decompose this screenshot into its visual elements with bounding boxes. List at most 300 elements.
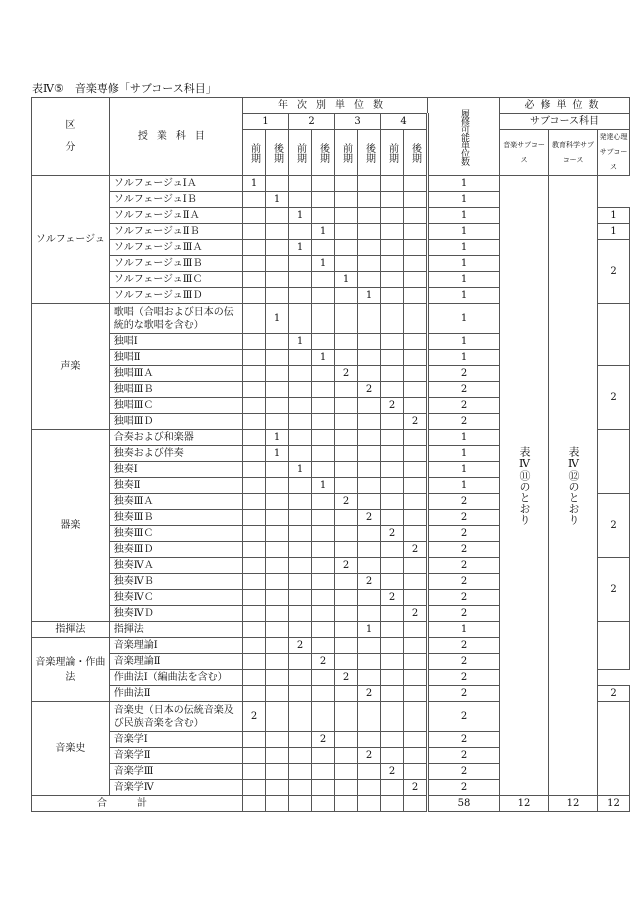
credit-cell [381, 288, 404, 304]
subject-name: 指揮法 [109, 622, 242, 638]
credit-cell [289, 590, 312, 606]
credit-cell [266, 208, 289, 224]
credit-cell [381, 176, 404, 192]
riron-category: 音楽理論・作曲法 [32, 638, 110, 702]
subject-name: 独奏ⅢＤ [109, 542, 242, 558]
credit-cell [381, 240, 404, 256]
credit-cell [289, 350, 312, 366]
rishu-cell: 2 [428, 686, 500, 702]
subject-name: 独奏ⅢＡ [109, 494, 242, 510]
hattatsu-subcourse-header: 発達心理サブコース [598, 130, 630, 176]
credit-cell: 2 [358, 748, 381, 764]
credit-cell [243, 590, 266, 606]
credit-cell: 2 [335, 366, 358, 382]
year-2-header: 2 [289, 114, 335, 130]
credit-cell [312, 366, 335, 382]
table-row [32, 176, 630, 192]
credit-cell [312, 414, 335, 430]
credit-cell [243, 494, 266, 510]
credit-cell: 2 [404, 780, 428, 796]
subject-name: 独奏ⅣＤ [109, 606, 242, 622]
credit-cell [289, 780, 312, 796]
credit-cell: 2 [381, 526, 404, 542]
credit-cell [335, 224, 358, 240]
credit-cell [243, 686, 266, 702]
year-1-header: 1 [243, 114, 289, 130]
credit-cell [243, 288, 266, 304]
credit-cell [335, 574, 358, 590]
credit-cell [312, 430, 335, 446]
rishu-cell: 2 [428, 398, 500, 414]
rishu-cell: 2 [428, 542, 500, 558]
credit-cell [404, 350, 428, 366]
rishu-cell: 2 [428, 764, 500, 780]
credit-cell [404, 732, 428, 748]
music-required-cell: 1 [598, 224, 630, 240]
year-credits-header: 年次別単位数 [243, 98, 428, 114]
credit-cell [243, 574, 266, 590]
credit-cell [335, 526, 358, 542]
credit-cell [335, 334, 358, 350]
credit-cell [381, 638, 404, 654]
credit-cell [358, 414, 381, 430]
subcourse-table [31, 97, 630, 812]
credit-cell [358, 430, 381, 446]
credit-cell: 2 [335, 670, 358, 686]
credit-cell [266, 654, 289, 670]
credit-cell: 2 [381, 590, 404, 606]
credit-cell [335, 796, 358, 812]
subject-name: 独唱ⅢＡ [109, 366, 242, 382]
credit-cell [243, 398, 266, 414]
credit-cell [335, 304, 358, 334]
solfege-category: ソルフェージュ [32, 176, 110, 304]
music-required-cell: 2 [598, 494, 630, 558]
credit-cell [289, 764, 312, 780]
hisshu-header: 必修単位数 [500, 98, 630, 114]
ongakushi-category: 音楽史 [32, 702, 110, 796]
credit-cell [381, 334, 404, 350]
rishu-cell: 2 [428, 780, 500, 796]
credit-cell [404, 176, 428, 192]
credit-cell [312, 748, 335, 764]
credit-cell [335, 256, 358, 272]
credit-cell [335, 732, 358, 748]
credit-cell: 1 [312, 224, 335, 240]
credit-cell [381, 430, 404, 446]
credit-cell [289, 558, 312, 574]
credit-cell [404, 590, 428, 606]
credit-cell: 2 [404, 542, 428, 558]
credit-cell [312, 398, 335, 414]
credit-cell [243, 510, 266, 526]
term-header: 後期 [266, 130, 289, 176]
credit-cell [335, 654, 358, 670]
credit-cell [381, 382, 404, 398]
credit-cell [312, 494, 335, 510]
credit-cell [243, 670, 266, 686]
credit-cell [266, 382, 289, 398]
credit-cell [243, 272, 266, 288]
credit-cell [289, 526, 312, 542]
rishu-cell: 1 [428, 256, 500, 272]
credit-cell [358, 494, 381, 510]
credit-cell [266, 272, 289, 288]
credit-cell [289, 622, 312, 638]
credit-cell [381, 574, 404, 590]
credit-cell [266, 574, 289, 590]
credit-cell [289, 366, 312, 382]
subject-name: 歌唱（合唱および日本の伝統的な歌唱を含む） [109, 304, 242, 334]
credit-cell [404, 192, 428, 208]
music-required-cell: 2 [598, 240, 630, 304]
credit-cell [243, 414, 266, 430]
rishu-cell: 2 [428, 574, 500, 590]
credit-cell [335, 176, 358, 192]
credit-cell [312, 780, 335, 796]
credit-cell: 1 [289, 240, 312, 256]
rishu-cell: 2 [428, 748, 500, 764]
credit-cell [243, 208, 266, 224]
credit-cell: 2 [312, 654, 335, 670]
credit-cell [266, 590, 289, 606]
credit-cell [312, 622, 335, 638]
subject-name: 音楽理論Ⅰ [109, 638, 242, 654]
credit-cell: 2 [289, 638, 312, 654]
rishu-cell: 1 [428, 478, 500, 494]
credit-cell [243, 304, 266, 334]
credit-cell [289, 398, 312, 414]
subject-name: 独唱Ⅰ [109, 334, 242, 350]
credit-cell [335, 748, 358, 764]
credit-cell [335, 350, 358, 366]
subject-name: 独唱ⅢＤ [109, 414, 242, 430]
credit-cell [381, 622, 404, 638]
subcourse-header: サブコース科目 [500, 114, 630, 130]
credit-cell [404, 288, 428, 304]
credit-cell: 1 [266, 192, 289, 208]
subject-name: 独唱ⅢＢ [109, 382, 242, 398]
credit-cell [381, 224, 404, 240]
credit-cell [266, 510, 289, 526]
credit-cell [381, 702, 404, 732]
credit-cell: 1 [243, 176, 266, 192]
seigaku-category: 声楽 [32, 304, 110, 430]
credit-cell [266, 606, 289, 622]
credit-cell [358, 638, 381, 654]
credit-cell [312, 526, 335, 542]
credit-cell: 1 [289, 208, 312, 224]
subject-name: 音楽理論Ⅱ [109, 654, 242, 670]
credit-cell [243, 430, 266, 446]
credit-cell [289, 686, 312, 702]
credit-cell [358, 208, 381, 224]
credit-cell [404, 272, 428, 288]
credit-cell [404, 256, 428, 272]
credit-cell [358, 240, 381, 256]
credit-cell [289, 748, 312, 764]
credit-cell [358, 558, 381, 574]
credit-cell [266, 478, 289, 494]
credit-cell [289, 574, 312, 590]
subject-name: ソルフェージュⅠＡ [109, 176, 242, 192]
credit-cell [312, 590, 335, 606]
credit-cell [358, 732, 381, 748]
credit-cell [243, 654, 266, 670]
credit-cell [404, 366, 428, 382]
credit-cell [312, 192, 335, 208]
credit-cell [312, 334, 335, 350]
kubun-header: 区 分 [32, 98, 110, 176]
music-required-cell [598, 430, 630, 494]
credit-cell [289, 382, 312, 398]
rishu-cell: 2 [428, 366, 500, 382]
credit-cell [381, 494, 404, 510]
credit-cell [243, 256, 266, 272]
credit-cell [312, 288, 335, 304]
credit-cell [312, 670, 335, 686]
credit-cell [243, 350, 266, 366]
credit-cell [335, 702, 358, 732]
credit-cell [243, 542, 266, 558]
credit-cell [335, 510, 358, 526]
credit-cell [266, 288, 289, 304]
credit-cell [312, 462, 335, 478]
credit-cell [312, 606, 335, 622]
term-header: 後期 [358, 130, 381, 176]
credit-cell [404, 224, 428, 240]
music-required-cell [598, 702, 630, 796]
credit-cell [312, 446, 335, 462]
subject-name: 独奏ⅣＡ [109, 558, 242, 574]
subject-name: 独唱ⅢＣ [109, 398, 242, 414]
credit-cell: 2 [358, 574, 381, 590]
credit-cell [266, 462, 289, 478]
credit-cell [289, 224, 312, 240]
credit-cell [358, 590, 381, 606]
credit-cell [266, 558, 289, 574]
credit-cell [335, 638, 358, 654]
credit-cell [312, 686, 335, 702]
kyoiku-subcourse-header: 教育科学サブコース [549, 130, 598, 176]
credit-cell [266, 780, 289, 796]
credit-cell [312, 796, 335, 812]
music-required-cell: 2 [598, 686, 630, 702]
credit-cell [381, 192, 404, 208]
credit-cell: 2 [404, 606, 428, 622]
credit-cell [266, 622, 289, 638]
credit-cell [404, 622, 428, 638]
credit-cell [404, 654, 428, 670]
rishu-cell: 1 [428, 350, 500, 366]
credit-cell: 2 [381, 398, 404, 414]
rishu-cell: 1 [428, 304, 500, 334]
subject-name: 独奏ⅣＢ [109, 574, 242, 590]
total-hattatsu: 12 [598, 796, 630, 812]
credit-cell [243, 192, 266, 208]
term-header: 前期 [289, 130, 312, 176]
credit-cell [312, 240, 335, 256]
credit-cell [404, 526, 428, 542]
credit-cell [358, 670, 381, 686]
credit-cell [243, 478, 266, 494]
credit-cell [312, 764, 335, 780]
subject-name: 独奏ⅢＢ [109, 510, 242, 526]
credit-cell [335, 542, 358, 558]
subject-name: ソルフェージュⅢＣ [109, 272, 242, 288]
credit-cell [312, 702, 335, 732]
credit-cell [289, 510, 312, 526]
credit-cell [381, 780, 404, 796]
credit-cell [358, 350, 381, 366]
total-music: 12 [500, 796, 549, 812]
credit-cell [312, 574, 335, 590]
credit-cell [243, 382, 266, 398]
rishu-cell: 1 [428, 622, 500, 638]
credit-cell [312, 272, 335, 288]
credit-cell [266, 350, 289, 366]
credit-cell: 2 [381, 764, 404, 780]
music-required-cell: 2 [598, 558, 630, 622]
credit-cell [312, 638, 335, 654]
year-3-header: 3 [335, 114, 381, 130]
credit-cell [266, 334, 289, 350]
credit-cell [358, 192, 381, 208]
credit-cell [358, 366, 381, 382]
rishu-cell: 2 [428, 494, 500, 510]
credit-cell [381, 542, 404, 558]
credit-cell [381, 606, 404, 622]
credit-cell [358, 542, 381, 558]
kyoiku-note: 表Ⅳ⑪のとおり [500, 176, 549, 796]
credit-cell [404, 670, 428, 686]
credit-cell [289, 542, 312, 558]
subject-name: 独奏および伴奏 [109, 446, 242, 462]
credit-cell [381, 366, 404, 382]
credit-cell [289, 702, 312, 732]
rishu-cell: 1 [428, 272, 500, 288]
rishu-cell: 1 [428, 208, 500, 224]
credit-cell [335, 240, 358, 256]
credit-cell [404, 398, 428, 414]
credit-cell [404, 686, 428, 702]
credit-cell [358, 654, 381, 670]
credit-cell [404, 574, 428, 590]
rishu-header: 履修可能単位数 [428, 98, 500, 176]
subject-name: 音楽史（日本の伝統音楽及び民族音楽を含む） [109, 702, 242, 732]
credit-cell [289, 654, 312, 670]
credit-cell [243, 764, 266, 780]
credit-cell [381, 350, 404, 366]
credit-cell [243, 606, 266, 622]
subject-name: 音楽学Ⅰ [109, 732, 242, 748]
subject-name: 独奏Ⅰ [109, 462, 242, 478]
rishu-cell: 1 [428, 192, 500, 208]
table-header [32, 98, 630, 176]
credit-cell [312, 208, 335, 224]
credit-cell [289, 732, 312, 748]
credit-cell [289, 256, 312, 272]
term-header: 前期 [335, 130, 358, 176]
term-header: 後期 [312, 130, 335, 176]
credit-cell [266, 398, 289, 414]
subject-name: 音楽学Ⅲ [109, 764, 242, 780]
credit-cell [404, 334, 428, 350]
credit-cell [381, 510, 404, 526]
subject-name: ソルフェージュⅢＤ [109, 288, 242, 304]
credit-cell [335, 208, 358, 224]
rishu-cell: 2 [428, 590, 500, 606]
subject-name: 独奏ⅢＣ [109, 526, 242, 542]
credit-cell [335, 622, 358, 638]
credit-cell [243, 446, 266, 462]
credit-cell [243, 780, 266, 796]
credit-cell [404, 638, 428, 654]
credit-cell [335, 288, 358, 304]
credit-cell: 1 [312, 256, 335, 272]
music-required-cell: 2 [598, 366, 630, 430]
credit-cell [266, 686, 289, 702]
credit-cell [404, 494, 428, 510]
credit-cell [266, 224, 289, 240]
credit-cell [243, 748, 266, 764]
credit-cell: 1 [266, 446, 289, 462]
music-required-cell [598, 622, 630, 670]
credit-cell [266, 526, 289, 542]
credit-cell [404, 796, 428, 812]
subject-name: ソルフェージュⅢＢ [109, 256, 242, 272]
credit-cell [335, 606, 358, 622]
credit-cell: 2 [358, 686, 381, 702]
rishu-cell: 2 [428, 702, 500, 732]
credit-cell [243, 240, 266, 256]
credit-cell [381, 208, 404, 224]
rishu-cell: 2 [428, 606, 500, 622]
credit-cell: 2 [358, 510, 381, 526]
rishu-cell: 1 [428, 176, 500, 192]
credit-cell [335, 192, 358, 208]
credit-cell [358, 334, 381, 350]
credit-cell [381, 748, 404, 764]
rishu-cell: 1 [428, 240, 500, 256]
credit-cell [404, 240, 428, 256]
credit-cell [266, 176, 289, 192]
rishu-cell: 2 [428, 414, 500, 430]
credit-cell [243, 732, 266, 748]
subject-header: 授業科目 [109, 98, 242, 176]
credit-cell: 2 [335, 494, 358, 510]
credit-cell [266, 764, 289, 780]
subject-name: ソルフェージュⅢＡ [109, 240, 242, 256]
credit-cell [243, 462, 266, 478]
rishu-cell: 2 [428, 654, 500, 670]
credit-cell: 2 [243, 702, 266, 732]
subject-name: 独奏Ⅱ [109, 478, 242, 494]
credit-cell [381, 796, 404, 812]
credit-cell [289, 304, 312, 334]
credit-cell [381, 446, 404, 462]
credit-cell [381, 654, 404, 670]
credit-cell: 1 [266, 304, 289, 334]
credit-cell [381, 478, 404, 494]
credit-cell [289, 288, 312, 304]
credit-cell: 1 [335, 272, 358, 288]
credit-cell [266, 542, 289, 558]
credit-cell: 1 [312, 478, 335, 494]
credit-cell [266, 366, 289, 382]
credit-cell [358, 176, 381, 192]
credit-cell [404, 510, 428, 526]
